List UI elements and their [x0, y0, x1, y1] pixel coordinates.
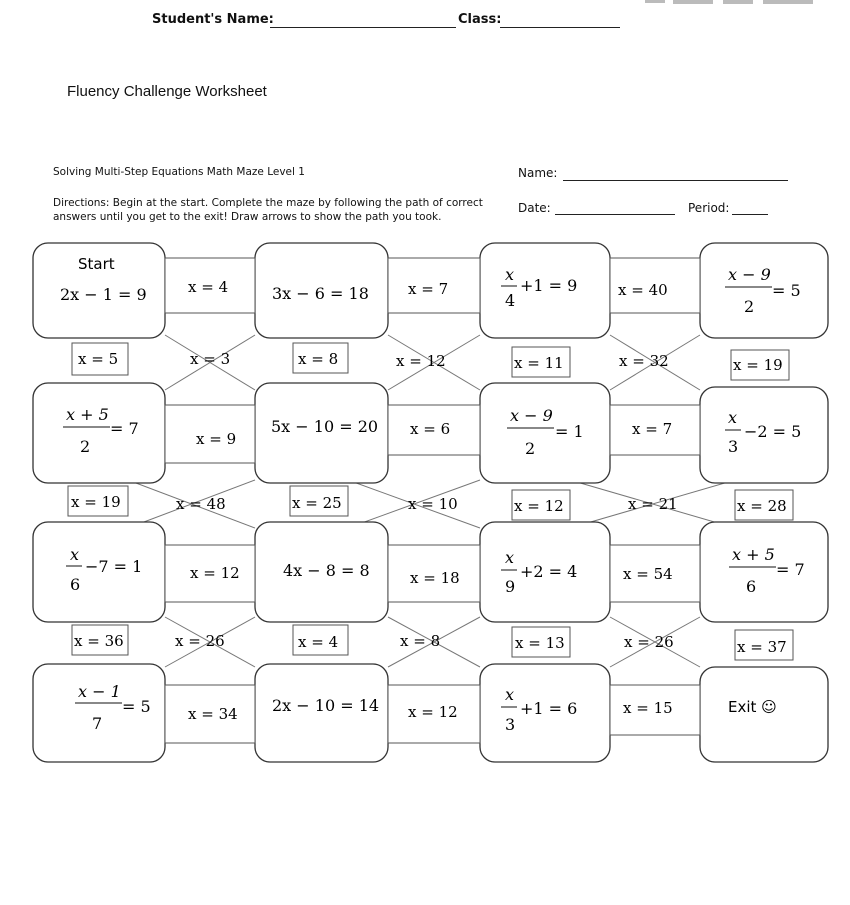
eq-box-2-3[interactable]	[480, 383, 610, 483]
svg-text:x: x	[70, 545, 80, 564]
answer: x = 40	[618, 281, 668, 299]
answer: x = 18	[410, 569, 460, 587]
name-label: Name:	[518, 166, 558, 180]
equation: 3x − 6 = 18	[272, 284, 369, 303]
svg-text:2: 2	[744, 297, 755, 316]
svg-text:x − 9: x − 9	[510, 406, 553, 425]
answer: x = 4	[188, 278, 229, 296]
equation: 2x − 10 = 14	[272, 696, 380, 715]
equation: 4x − 8 = 8	[283, 561, 370, 580]
answer: x = 4	[298, 633, 339, 651]
equation: 2x − 1 = 9	[60, 285, 147, 304]
svg-text:= 5: = 5	[772, 281, 801, 300]
answer: x = 37	[737, 638, 787, 656]
worksheet-subtitle: Solving Multi-Step Equations Math Maze Level 1	[53, 166, 305, 178]
eq-box-2-1[interactable]	[33, 383, 165, 483]
answer: x = 34	[188, 705, 238, 723]
answer: x = 5	[78, 350, 119, 368]
svg-text:4: 4	[505, 291, 516, 310]
class-label: Class:	[458, 12, 502, 27]
svg-text:x: x	[505, 548, 515, 567]
answer: x = 26	[175, 632, 225, 650]
answer: x = 7	[632, 420, 673, 438]
equation: 5x − 10 = 20	[271, 417, 379, 436]
answer: x = 12	[408, 703, 458, 721]
svg-text:2: 2	[525, 439, 536, 458]
period-label: Period:	[688, 201, 730, 215]
answer: x = 11	[514, 354, 564, 372]
answer: x = 12	[396, 352, 446, 370]
start-label: Start	[78, 255, 115, 273]
svg-text:6: 6	[746, 577, 757, 596]
svg-text:= 1: = 1	[555, 422, 584, 441]
answer: x = 21	[628, 495, 678, 513]
svg-text:−2 = 5: −2 = 5	[744, 422, 802, 441]
svg-text:9: 9	[505, 577, 516, 596]
directions-line-1: Directions: Begin at the start. Complete the maze by following the path of correct	[53, 197, 483, 209]
svg-text:x + 5: x + 5	[66, 405, 109, 424]
svg-text:= 5: = 5	[122, 697, 151, 716]
svg-text:7: 7	[92, 714, 103, 733]
answer: x = 48	[176, 495, 226, 513]
answer: x = 28	[737, 497, 787, 515]
answer: x = 7	[408, 280, 449, 298]
student-name-label: Student's Name:	[152, 12, 274, 27]
answer: x = 36	[74, 632, 124, 650]
svg-text:+1 = 6: +1 = 6	[520, 699, 578, 718]
exit-label: Exit ☺	[728, 698, 777, 716]
directions-line-2: answers until you get to the exit! Draw arrows to show the path you took.	[53, 211, 442, 223]
svg-text:x − 1: x − 1	[78, 682, 121, 701]
answer: x = 10	[408, 495, 458, 513]
svg-text:+1 = 9: +1 = 9	[520, 276, 578, 295]
svg-text:= 7: = 7	[110, 419, 139, 438]
svg-text:3: 3	[728, 437, 739, 456]
answer: x = 32	[619, 352, 669, 370]
answer: x = 19	[733, 356, 783, 374]
answer: x = 6	[410, 420, 451, 438]
eq-box-3-4[interactable]	[700, 522, 828, 622]
page-title: Fluency Challenge Worksheet	[67, 83, 267, 100]
answer: x = 9	[196, 430, 237, 448]
svg-text:= 7: = 7	[776, 560, 805, 579]
answer: x = 8	[298, 350, 339, 368]
svg-text:x − 9: x − 9	[728, 265, 771, 284]
answer: x = 8	[400, 632, 441, 650]
svg-text:x: x	[728, 408, 738, 427]
answer: x = 13	[515, 634, 565, 652]
svg-text:x: x	[505, 265, 515, 284]
answer: x = 3	[190, 350, 231, 368]
answer: x = 12	[514, 497, 564, 515]
svg-text:−7 = 1: −7 = 1	[85, 557, 143, 576]
answer: x = 12	[190, 564, 240, 582]
answer: x = 19	[71, 493, 121, 511]
svg-text:x + 5: x + 5	[732, 545, 775, 564]
answer: x = 15	[623, 699, 673, 717]
svg-text:2: 2	[80, 437, 91, 456]
answer: x = 25	[292, 494, 342, 512]
svg-text:x: x	[505, 685, 515, 704]
answer: x = 26	[624, 633, 674, 651]
answer: x = 54	[623, 565, 673, 583]
svg-text:6: 6	[70, 575, 81, 594]
svg-text:3: 3	[505, 715, 516, 734]
date-label: Date:	[518, 201, 551, 215]
svg-text:+2 = 4: +2 = 4	[520, 562, 578, 581]
eq-box-1-4[interactable]	[700, 243, 828, 338]
